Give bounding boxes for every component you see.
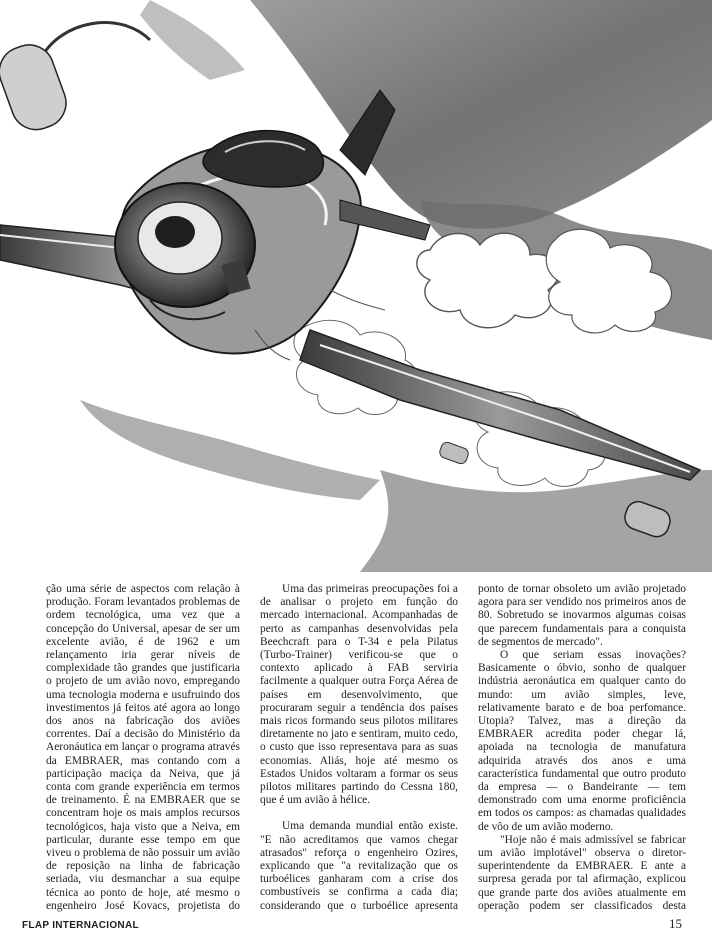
sky-stroke-topleft: [140, 0, 245, 80]
propeller-hub: [155, 216, 195, 248]
article-column-2: [260, 583, 458, 913]
cockpit-canopy: [203, 131, 323, 187]
paragraph: Uma demanda mundial então existe. "E não acreditamos que vamos chegar atrasados" reforça o engenheiro Ozires, explicando que "a revitalização que os turboélices ganharam com a crise dos combustíveis se confirma a cada dia; considerando que o turboélice apresenta: [260, 820, 458, 912]
left-wingtip-tank: [0, 38, 73, 137]
sketch-line-2: [330, 290, 385, 310]
under-wing-pod: [438, 441, 470, 466]
article-column-1: [46, 583, 240, 913]
page-number: 15: [669, 916, 682, 931]
paragraph: O que seriam essas inovações? Basicamente o óbvio, sonho de qualquer indústria aeronáutica em qualquer canto do mundo: um avião simples, leve, relativamente barato e de boa perfomance. Utopia? Talvez, mas a direção da EMBRAER acredita poder chegar lá, apoiada na tecnologia de manufatura adquirida através dos anos e uma característica fundamental que outro produto da empresa — o Bandeirante — tem demonstrado com uma enorme proficiência em todos os campos: as chamadas qualidades de vôo de um avião moderno.: [478, 649, 686, 833]
article-body: [46, 583, 686, 913]
paragraph: ção uma série de aspectos com relação à produção. Foram levantados problemas de ordem tecnológica, uma vez que a concepção do Universal, apesar de ser um excelente avião, é de 1962 e um relançamento iria gerar níveis de complexidade tão grandes que justificaria o projeto de um avião novo, empregando uma tecnologia moderna e usufruindo dos investimentos já feitos até agora ao longo dos anos na fabricação dos aviões correntes. Daí a decisão do Ministério da Aeronáutica em lançar o programa através da EMBRAER, mas contando com a participação maciça da Neiva, que já conta com grande experiência em termos de treinamento. É na EMBRAER que se concentram hoje os mais amplos recursos tecnológicos, haja visto que a Neiva, em particular, durante esse tempo em que viveu o problema de não possuir um avião de reposição na linha de fabricação seriada, viu desmanchar a sua equipe técnica ao ponto de hoje, até mesmo o engenheiro José Kovacs, projetista do: [46, 583, 240, 912]
paragraph: "Hoje não é mais admissível se fabricar um avião implotável" observa o diretor-superintendente da EMBRAER. E ante a surpresa gerada por tal afirmação, explicou que grande parte dos aviões atualmente em operação podem ser classificados desta: [478, 833, 686, 912]
paragraph: ponto de tornar obsoleto um avião projetado agora para ser vendido nos primeiros anos de 80. Sobretudo se inovarmos algumas coisas que parecem fundamentais para a conquista de segmentos de mercado".: [478, 583, 686, 648]
propeller-arc: [40, 23, 150, 60]
paragraph: Uma das primeiras preocupações foi a de analisar o projeto em função do mercado internacional. Acompanhadas de perto as campanhas desenvolvidas pela Beechcraft para o T-34 e pela Pilatus (Turbo-Trainer) verificou-se que o contexto aplicado à FAB serviria facilmente a qualquer outra Força Aérea de países em desenvolvimento, que procuraram seguir a tendência dos países mais ricos formando seus pilotos militares diretamente no jato e sentiram, muito cedo, o custo que isso representava para as suas economias. Aliás, hoje até mesmo os Estados Unidos voltaram a formar os seus pilotos militares partindo do Cessna 180, que é um avião à hélice.: [260, 583, 458, 807]
magazine-name: FLAP INTERNACIONAL: [22, 920, 139, 931]
article-column-3: [478, 583, 686, 913]
sky-shading-left: [80, 400, 380, 500]
